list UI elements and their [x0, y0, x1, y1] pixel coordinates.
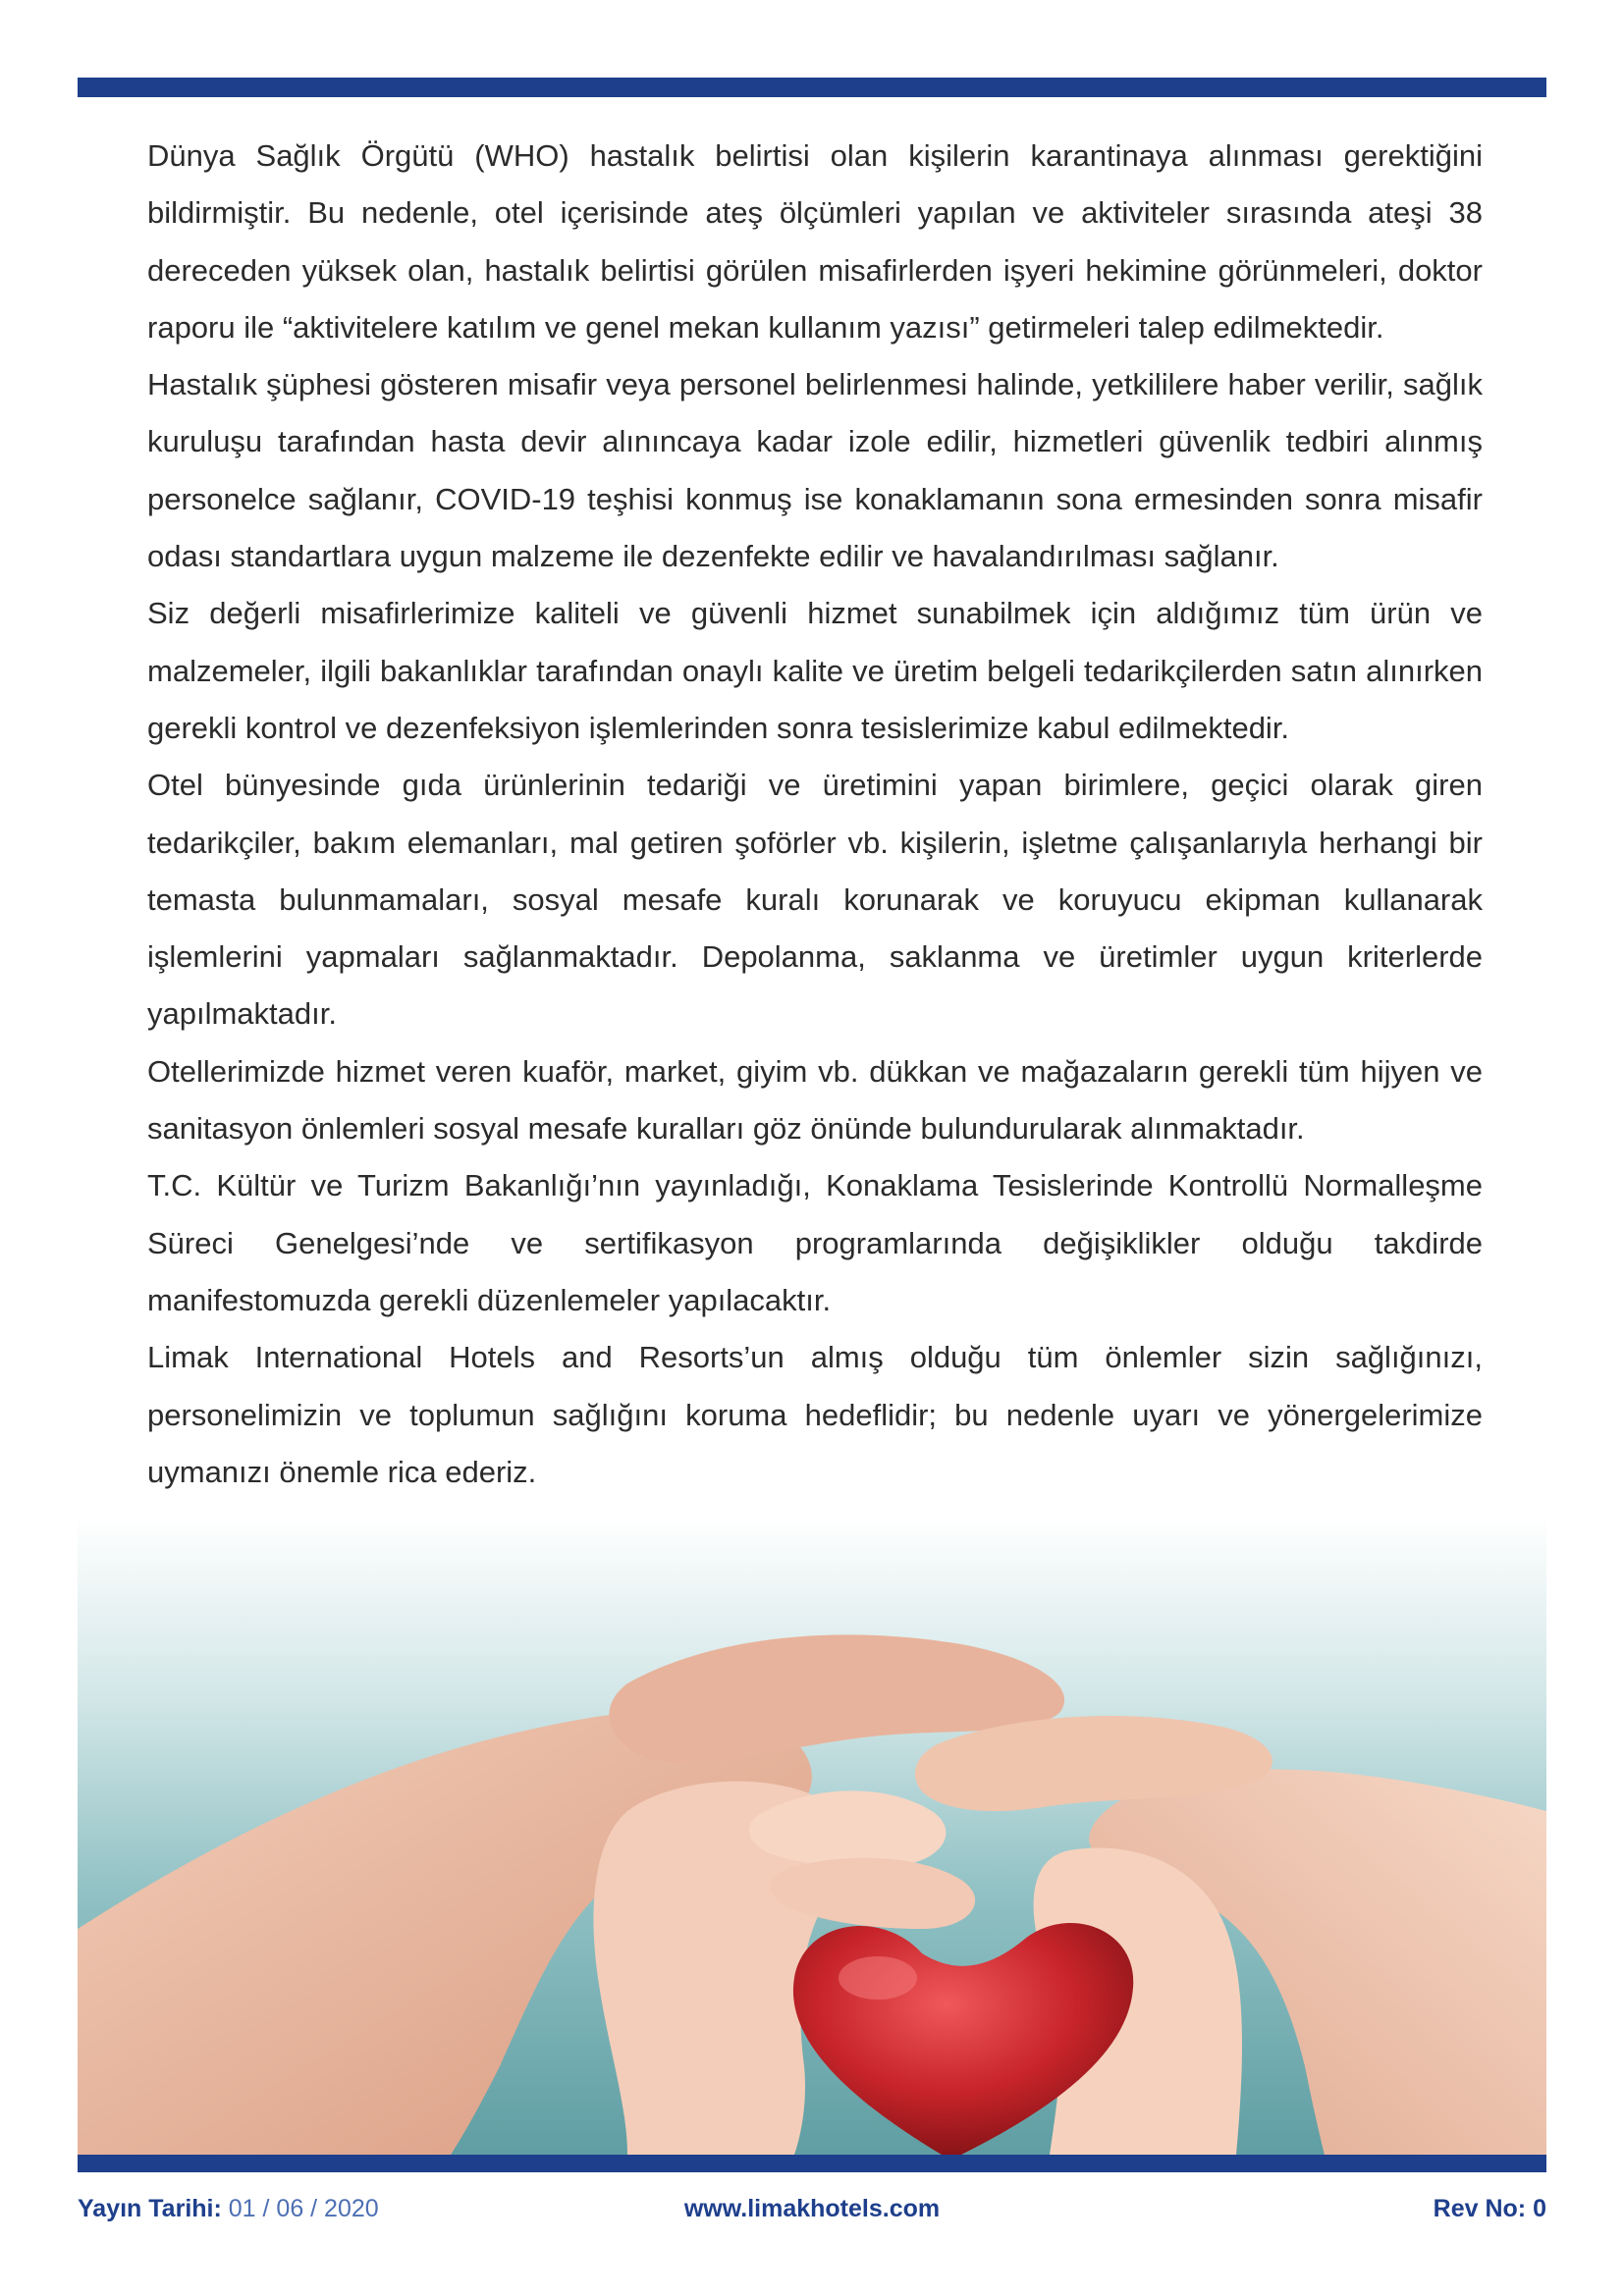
paragraph-suspected-case: Hastalık şüphesi gösteren misafir veya personel belirlenmesi halinde, yetkililere haber verilir, sağlık kuruluşu tarafından hasta devir alınıncaya kadar izole edilir, hizmetleri güvenlik tedbiri alınmış personelce sağlanır, COVID-19 teşhisi konmuş ise konaklamanın sona ermesinden sonra misafir odası standartlara uygun malzeme ile dezenfekte edilir ve havalandırılması sağlanır.	[147, 367, 1483, 574]
document-body	[147, 128, 1483, 1501]
paragraph-food-units: Otel bünyesinde gıda ürünlerinin tedariği ve üretimini yapan birimlere, geçici olarak giren tedarikçiler, bakım elemanları, mal getiren şoförler vb. kişilerin, işletme çalışanlarıyla herhangi bir temasta bulunmamaları, sosyal mesafe kuralı korunarak ve koruyucu ekipman kullanarak işlemlerini yapmaları sağlanmaktadır. Depolanma, saklanma ve üretimler uygun kriterlerde yapılmaktadır.	[147, 768, 1483, 1032]
page-footer	[78, 2189, 1546, 2228]
bottom-accent-bar	[78, 2155, 1546, 2172]
hands-holding-heart-photo	[78, 1517, 1546, 2155]
paragraph-closing-request: Limak International Hotels and Resorts’un almış olduğu tüm önlemler sizin sağlığınızı, personelimizin ve toplumun sağlığını koruma hedeflidir; bu nedenle uyarı ve yönergelerimize uymanızı önemle rica ederiz.	[147, 1340, 1483, 1489]
revision-label: Rev No:	[1433, 2195, 1527, 2222]
paragraph-who-quarantine: Dünya Sağlık Örgütü (WHO) hastalık belirtisi olan kişilerin karantinaya alınması gerektiğini bildirmiştir. Bu nedenle, otel içerisinde ateş ölçümleri yapılan ve aktiviteler sırasında ateşi 38 dereceden yüksek olan, hastalık belirtisi görülen misafirlerden işyeri hekimine görünmeleri, doktor raporu ile “aktivitelere katılım ve genel mekan kullanım yazısı” getirmeleri talep edilmektedir.	[147, 138, 1483, 345]
paragraph-shops-hygiene: Otellerimizde hizmet veren kuaför, market, giyim vb. dükkan ve mağazaların gerekli tüm hijyen ve sanitasyon önlemleri sosyal mesafe kuralları göz önünde bulundurularak alınmaktadır.	[147, 1053, 1483, 1147]
publish-date-value: 01 / 06 / 2020	[228, 2195, 379, 2222]
revision-value: 0	[1533, 2195, 1546, 2222]
paragraph-ministry-circular: T.C. Kültür ve Turizm Bakanlığı’nın yayınladığı, Konaklama Tesislerinde Kontrollü Normalleşme Süreci Genelgesi’nde ve sertifikasyon programlarında değişiklikler olduğu takdirde manifestomuzda gerekli düzenlemeler yapılacaktır.	[147, 1168, 1483, 1317]
top-accent-bar	[78, 78, 1546, 97]
publish-date-label: Yayın Tarihi:	[78, 2195, 222, 2222]
website-link[interactable]: www.limakhotels.com	[683, 2195, 941, 2222]
revision-number	[1434, 2189, 1546, 2228]
paragraph-suppliers-materials: Siz değerli misafirlerimize kaliteli ve güvenli hizmet sunabilmek için aldığımız tüm ürün ve malzemeler, ilgili bakanlıklar tarafından onaylı kalite ve üretim belgeli tedarikçilerden satın alınırken gerekli kontrol ve dezenfeksiyon işlemlerinden sonra tesislerimize kabul edilmektedir.	[147, 596, 1483, 745]
